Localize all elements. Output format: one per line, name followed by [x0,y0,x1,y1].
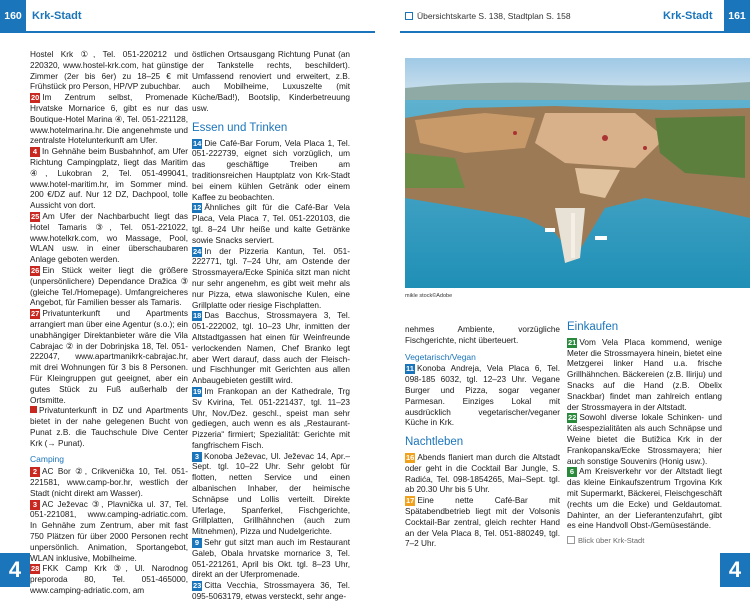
section-title-left: Krk-Stadt [32,10,82,22]
chapter-tab-right: 4 [720,553,750,587]
text-column-1 [30,50,188,596]
entry-9: 9 Sehr gut sitzt man auch im Restaurant Galeb, Obala hrvatske mornarice 3, Tel. 051-221261, April bis Okt. tgl. 8–23 Uhr, direkt an der Uferpromenade. [192,538,350,580]
entry-22: 22 Sowohl diverse lokale Schinken- und Käsespezialitäten als auch Schnäpse und Weine bietet die Butižica Krk in der Frankopanska/Ecke Strossmayera; hier auch sonstige Souvenirs (Honig usw.). [567,413,722,466]
entry-17: 17 Eine nette Café-Bar mit Spätabendbetrieb liegt mit der Volsonis Cocktail-Bar zentral, gleich rechter Hand an der Vela Placa 8, Tel. 051-880249, tgl. 7–2 Uhr. [405,496,560,549]
header-rule-left [0,31,375,33]
heading-nachtleben: Nachtleben [405,436,464,449]
photo-ref-icon [567,536,575,544]
photo-backlink: Blick über Krk-Stadt [567,536,722,547]
map-reference: Übersichtskarte S. 138, Stadtplan S. 158 [405,0,571,32]
entry-20: 20 Im Zentrum selbst, Promenade Hrvatske Mornarice 6, gibt es nur das Boutique-Hotel Marina ④, Tel. 051-221128, www.hotelmarina.hr. Die angenehmste und zentralste Hotelunterkunft am Ufer. [30,93,188,146]
page-number-left: 160 [0,0,26,32]
text-column-4 [567,320,722,575]
paragraph-hostel: Hostel Krk ①, Tel. 051-220212 und 220320, www.hostel-krk.com, hat günstige Zimmer (2er bis 6er) zu 18–25 € mit Frühstück pro Person, HP/VP zubuchbar. [30,50,188,92]
entry-23: 23 Citta Vecchia, Strossmayera 36, Tel. 095-5063179, etwas versteckt, sehr ange- [192,581,350,602]
entry-24: 24 In der Pizzeria Kantun, Tel. 051-222771, tgl. 7–24 Uhr, am Ostende der Strossmayera/Ecke Spinića sitzt man nicht nur sehr angenehm, es gibt weit mehr als nur Pizza, etwa slawonische Kulen, eine Grillplatte oder riesige Fischplatten. [192,246,350,310]
text-column-2 [192,50,350,602]
chapter-tab-left: 4 [0,553,30,587]
entry-25: 25 Am Ufer der Nachbarbucht liegt das Hotel Tamaris ③, Tel. 051-221022, www.hotelkrk.com, wo Massage, Pool, WLAN usw. in einer überschaubaren Anlage geboten werden. [30,211,188,265]
entry-11: 11 Konoba Andreja, Vela Placa 6, Tel. 098-185 6032, tgl. 12–23 Uhr. Vegane Burger und Pizza, sogar veganer Parmesan. Einziges Lokal mit ausdrücklich vegetarischer/veganer Küche in Krk. [405,364,560,428]
entry-6: 6 Am Kreisverkehr vor der Altstadt liegt das kleine Einkaufszentrum Trgovina Krk mit Supermarkt, Bäckerei, Fleischgeschäft (rechts um die Ecke) und Geldautomat. Dahinter, an der Lieferantenzufahrt, gibt es eine Handvoll Obst-/Gemüsestände. [567,467,722,531]
entry-3: 3 AC Ježevac ③, Plavnička ul. 37, Tel. 051-221081, www.camping-adriatic.com. In Gehnähe zum Zentrum, aber mit fast 750 Plätzen für über 2000 Personen recht unpersönlich. Animation, Sportangebot, WLAN inklusive, Mobilheime. [30,499,188,563]
text-column-3 [405,325,560,575]
entry-dive: Privatunterkunft in DZ und Apartments bietet in der nahe gelegenen Bucht von Punat z.B. die Tauchschule Dive Center Krk (→ Punat). [30,406,188,448]
entry-2: 2 AC Bor ②, Crikvenička 10, Tel. 051-221581, www.camp-bor.hr, westlich der Stadt (nicht direkt am Wasser). [30,467,188,498]
entry-3b: 3 Konoba Ježevac, Ul. Ježevac 14, Apr.–Sept. tgl. 10–22 Uhr. Sehr gelobt für flotten, netten Service und einen albanischen Inhaber, der heimische Schnäpse und Lollis verteilt. Direkte Uferlage, Spanferkel, Fischgerichte, Grillplatten, Grillhähnchen (auch zum Mitnehmen), Pizza und Nudelgerichte. [192,451,350,537]
section-title-right: Krk-Stadt [663,10,713,22]
photo-illustration [405,58,750,288]
paragraph-camp-cont: östlichen Ortsausgang Richtung Punat (an der Tankstelle rechts, beschildert). Umfassend renoviert und erweitert, z.B. auch Mobilheime, Luxuszelte (mit Küche/Bad!), Bootslip, Kinderbetreuung usw. [192,50,350,113]
paragraph-citta-cont: nehmes Ambiente, vorzügliche Fischgerichte, nicht überteuert. [405,325,560,345]
entry-12: 12 Ähnliches gilt für die Café-Bar Vela Placa, Vela Placa 7, Tel. 051-220103, die tgl. 8–24 Uhr heiße und kalte Getränke sowie Snacks serviert. [192,203,350,245]
heading-camping: Camping [30,454,65,465]
entry-19: 19 Im Frankopan an der Kathedrale, Trg Sv Kvirina, Tel. 051-221437, tgl. 11–23 Uhr, Nov./Dez. geschl., speist man sehr gediegen, auch wenn es als „Restaurant-Pizzeria“ firmiert; Spezialität: Gerichte mit fangfrischem Fisch. [192,386,350,450]
krk-aerial-photo [405,58,750,288]
photo-credit: mikle stock©Adobe [405,293,453,299]
map-icon [405,12,413,20]
page-number-right: 161 [724,0,750,32]
entry-16: 16 Abends flaniert man durch die Altstadt oder geht in die Cocktail Bar Jungle, S. Radića, Tel. 098-1854265, Mai–Sept. tgl. ab 20.30 Uhr bis 5 Uhr. [405,452,560,495]
entry-27: 27 Privatunterkunft und Apartments arrangiert man über eine Agentur (s.o.); ein unabhängiger Direktanbieter wäre die Vila Cabrajac ② in der Dobrinjska 18, Tel. 051-222047, www.apartmanikrk-cabrajac.hr, mit drei Wohnungen für 3 bis 8 Personen. Für Kleingruppen gut geeignet, aber ein gutes Stück zu Fuß außerhalb der Ortsmitte. [30,309,188,405]
entry-28: 28 FKK Camp Krk ③, Ul. Narodnog preporoda 80, Tel. 051-465000, www.camping-adriatic.com, am [30,564,188,596]
heading-einkaufen: Einkaufen [567,321,619,333]
entry-4: 4 In Gehnähe beim Busbahnhof, am Ufer Richtung Campingplatz, liegt das Maritim ④, Lukobran 2, Tel. 051-499041, www.hotel-maritim.hr, im Sommer mind. 200 €/DZ auf. Nur 12 DZ, Dachpool, tolle Aussicht von dort. [30,147,188,211]
bullet-icon [30,406,37,413]
entry-18: 18 Das Bacchus, Strossmayera 3, Tel. 051-222002, tgl. 10–23 Uhr, inmitten der Altstadtgassen hat einen für Weinfreunde verlockenden Namen, Chef Branko legt aber Wert darauf, dass auch der Fleisch- und Fischhunger mit Gerichten aus allen Anbaugebieten gestillt wird. [192,311,350,386]
heading-essen: Essen und Trinken [192,121,288,134]
entry-14: 14 Die Café-Bar Forum, Vela Placa 1, Tel. 051-222739, eignet sich vorzüglich, um das geschäftige Treiben am traditionsreichen Hauptplatz von Krk-Stadt bei einem kühlen Getränk oder einem Kaffee zu beobachten. [192,138,350,202]
header-rule-right [400,31,750,33]
entry-21: 21 Vom Vela Placa kommend, wenige Meter die Strossmayera hinein, bietet eine Metzgerei linker Hand u.a. frische Grillhähnchen. Bäckereien (z.B. Iliriju) und Snacks auf die Hand (z.B. Obelix Snackbar) findet man zahlreich entlang der Strossmayera in der Altstadt. [567,337,722,412]
heading-vegetarisch: Vegetarisch/Vegan [405,351,476,362]
entry-26: 26 Ein Stück weiter liegt die größere (unpersönlichere) Dependance Dražica ③ (gleiche Tel./Homepage). Umfangreicheres Angebot, für Familien besser als Tamaris. [30,265,188,308]
